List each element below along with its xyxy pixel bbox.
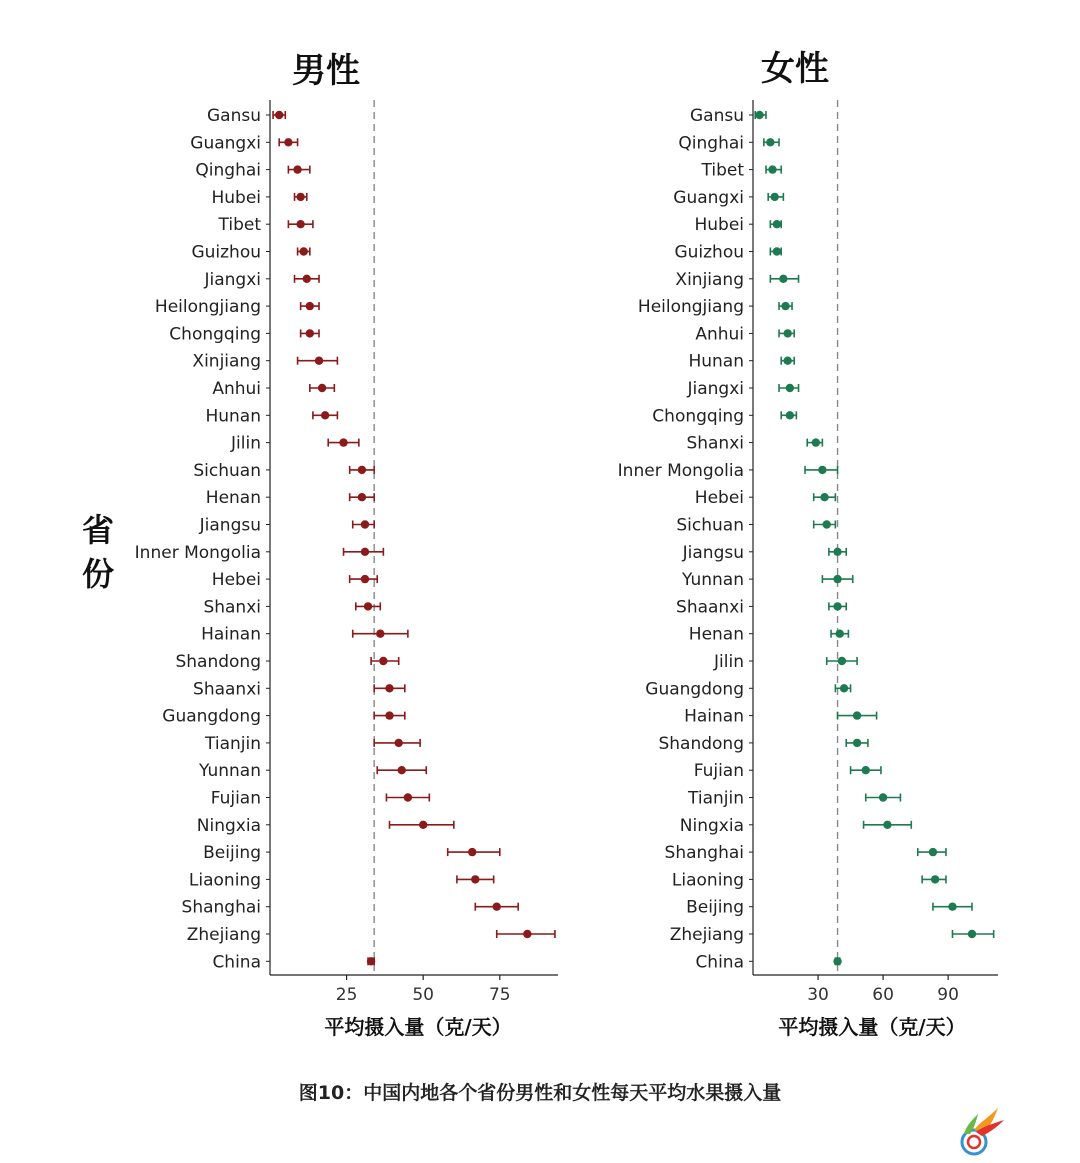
female-province-label: Tianjin [688, 788, 744, 809]
female-province-label: China [695, 952, 744, 973]
male-mean-point [523, 930, 531, 938]
male-province-label: Henan [205, 488, 261, 509]
female-mean-point [862, 766, 870, 774]
flame-logo-icon [952, 1100, 1012, 1160]
female-province-label: Hubei [694, 215, 744, 236]
male-province-label: Hunan [205, 406, 261, 427]
male-province-label: China [212, 952, 261, 973]
female-mean-point [812, 438, 820, 446]
female-chart-panel [618, 100, 998, 1005]
male-mean-point [419, 821, 427, 829]
female-province-label: Yunnan [682, 570, 744, 591]
male-province-label: Chongqing [169, 324, 261, 345]
male-mean-point [493, 903, 501, 911]
male-mean-point [379, 657, 387, 665]
male-mean-point [306, 302, 314, 310]
male-province-label: Zhejiang [186, 925, 261, 945]
male-mean-point [339, 438, 347, 446]
female-province-label: Hebei [694, 488, 744, 509]
male-panel-title: 男性 [292, 51, 360, 91]
male-mean-point [358, 466, 366, 474]
female-mean-point [823, 520, 831, 528]
male-x-tick-label: 50 [412, 985, 435, 1005]
female-mean-point [773, 220, 781, 228]
female-mean-point [786, 411, 794, 419]
female-province-label: Shandong [658, 733, 744, 754]
female-mean-point [820, 493, 828, 501]
male-chart-panel [135, 100, 558, 1005]
male-mean-point [296, 193, 304, 201]
male-province-label: Tibet [218, 215, 261, 236]
female-province-label: Tibet [701, 160, 744, 181]
female-province-label: Guizhou [674, 242, 744, 263]
female-mean-point [786, 384, 794, 392]
female-mean-point [766, 138, 774, 146]
male-province-label: Shanghai [181, 897, 261, 918]
male-mean-point [303, 275, 311, 283]
female-x-tick-label: 30 [807, 985, 829, 1005]
female-x-axis-label: 平均摄入量（克/天） [778, 1015, 966, 1039]
male-mean-point [394, 739, 402, 747]
female-x-tick-label: 90 [937, 985, 959, 1005]
male-mean-point [315, 357, 323, 365]
female-mean-point [833, 548, 841, 556]
female-province-label: Zhejiang [669, 925, 744, 945]
male-mean-point [468, 848, 476, 856]
male-mean-point [361, 575, 369, 583]
female-province-label: Gansu [690, 106, 744, 126]
female-province-label: Fujian [693, 761, 744, 782]
female-mean-point [781, 302, 789, 310]
female-mean-point [836, 630, 844, 638]
female-province-label: Chongqing [652, 406, 744, 427]
male-mean-point [376, 630, 384, 638]
male-province-label: Anhui [212, 379, 261, 399]
female-province-label: Guangxi [673, 187, 744, 208]
female-mean-point [840, 684, 848, 692]
female-province-label: Hunan [688, 351, 744, 372]
female-mean-point [768, 165, 776, 173]
male-mean-point [361, 520, 369, 528]
male-province-label: Xinjiang [192, 351, 261, 372]
male-mean-point [321, 411, 329, 419]
female-mean-point [931, 875, 939, 883]
male-x-tick-label: 75 [488, 985, 511, 1005]
male-mean-point [284, 138, 292, 146]
male-province-label: Shanxi [203, 597, 261, 618]
male-province-label: Shaanxi [193, 679, 261, 700]
female-mean-point [853, 739, 861, 747]
female-mean-point [879, 793, 887, 801]
male-mean-point [275, 111, 283, 119]
male-mean-point [367, 957, 375, 965]
male-mean-point [306, 329, 314, 337]
female-mean-point [770, 193, 778, 201]
figure-caption: 图10：中国内地各个省份男性和女性每天平均水果摄入量 [298, 1082, 782, 1104]
male-mean-point [364, 602, 372, 610]
male-province-label: Sichuan [193, 460, 261, 481]
male-province-label: Qinghai [195, 160, 261, 181]
male-province-label: Liaoning [188, 870, 261, 891]
male-mean-point [385, 711, 393, 719]
male-province-label: Tianjin [205, 733, 261, 754]
male-province-label: Hubei [211, 187, 261, 208]
male-mean-point [361, 548, 369, 556]
female-mean-point [818, 466, 826, 474]
female-province-label: Qinghai [678, 133, 744, 154]
female-mean-point [968, 930, 976, 938]
female-province-label: Henan [688, 624, 744, 645]
female-province-label: Hainan [684, 706, 744, 727]
male-province-label: Hebei [211, 570, 261, 591]
male-province-label: Hainan [201, 624, 261, 645]
female-x-tick-label: 60 [872, 985, 894, 1005]
male-mean-point [404, 793, 412, 801]
male-mean-point [296, 220, 304, 228]
male-province-label: Yunnan [199, 761, 261, 782]
female-mean-point [838, 657, 846, 665]
female-mean-point [783, 329, 791, 337]
female-mean-point [779, 275, 787, 283]
male-province-label: Guangxi [190, 133, 261, 154]
male-province-label: Shandong [175, 652, 261, 672]
male-province-label: Jiangxi [204, 269, 261, 290]
male-province-label: Ningxia [196, 815, 261, 836]
male-province-label: Beijing [203, 843, 261, 864]
female-province-label: Anhui [695, 324, 744, 345]
female-mean-point [833, 602, 841, 610]
female-mean-point [948, 903, 956, 911]
female-mean-point [833, 957, 841, 965]
female-province-label: Jilin [714, 652, 744, 672]
male-mean-point [318, 384, 326, 392]
female-mean-point [929, 848, 937, 856]
female-mean-point [883, 821, 891, 829]
female-province-label: Jiangsu [682, 542, 744, 563]
female-province-label: Ningxia [679, 815, 744, 836]
male-mean-point [385, 684, 393, 692]
male-province-label: Guangdong [162, 706, 261, 727]
female-province-label: Shanghai [664, 843, 744, 864]
male-province-label: Jilin [231, 433, 261, 454]
female-mean-point [773, 247, 781, 255]
male-province-label: Guizhou [191, 242, 261, 263]
female-province-label: Jiangxi [687, 379, 744, 399]
female-mean-point [833, 575, 841, 583]
male-mean-point [398, 766, 406, 774]
female-panel-title: 女性 [761, 49, 829, 89]
female-mean-point [783, 357, 791, 365]
female-province-label: Liaoning [671, 870, 744, 891]
female-province-label: Inner Mongolia [617, 460, 744, 481]
male-province-label: Inner Mongolia [134, 542, 261, 563]
female-mean-point [755, 111, 763, 119]
male-mean-point [358, 493, 366, 501]
female-province-label: Guangdong [645, 679, 744, 700]
male-x-axis-label: 平均摄入量（克/天） [324, 1015, 512, 1039]
male-province-label: Gansu [207, 106, 261, 126]
female-province-label: Sichuan [676, 515, 744, 536]
male-mean-point [293, 165, 301, 173]
male-mean-point [300, 247, 308, 255]
male-x-tick-label: 25 [335, 985, 358, 1005]
y-axis-label: 省份 [81, 511, 114, 593]
female-mean-point [853, 711, 861, 719]
female-province-label: Shaanxi [676, 597, 744, 618]
male-province-label: Heilongjiang [154, 297, 261, 318]
male-province-label: Fujian [210, 788, 261, 809]
male-mean-point [471, 875, 479, 883]
male-province-label: Jiangsu [199, 515, 261, 536]
female-province-label: Beijing [686, 897, 744, 918]
female-province-label: Heilongjiang [637, 297, 744, 318]
female-province-label: Shanxi [686, 433, 744, 454]
female-province-label: Xinjiang [675, 269, 744, 290]
